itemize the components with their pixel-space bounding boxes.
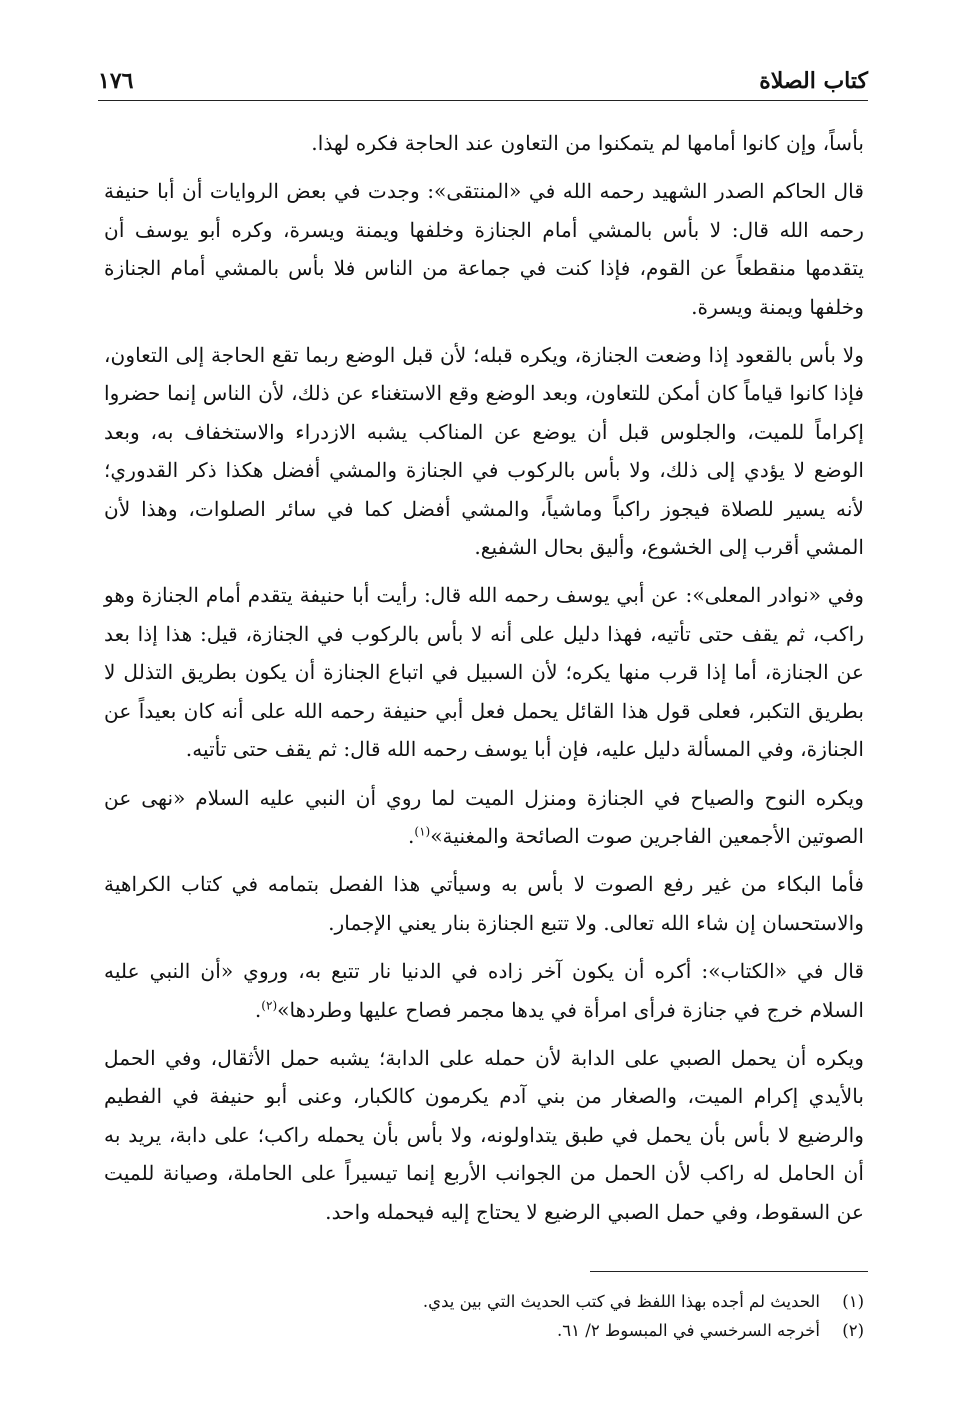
footnote-text: أخرجه السرخسي في المبسوط ٢/ ٦١.: [557, 1321, 820, 1340]
running-title: كتاب الصلاة: [759, 68, 868, 94]
paragraph: قال الحاكم الصدر الشهيد رحمه الله في «المنتقى»: وجدت في بعض الروايات أن أبا حنيفة رحمه الله قال: لا بأس بالمشي أمام الجنازة وخلفها ويمنة ويسرة، وكره أبو يوسف أن يتقدمها منقطعاً عن القوم، فإذا كنت في جماعة من الناس فلا بأس بالمشي أمام الجنازة وخلفها ويمنة ويسرة.: [104, 179, 864, 319]
footnote-divider: [590, 1271, 868, 1272]
footnote-number: (١): [842, 1292, 864, 1311]
footnote-text: الحديث لم أجده بهذا اللفظ في كتب الحديث التي بين يدي.: [422, 1292, 820, 1311]
paragraph: فأما البكاء من غير رفع الصوت لا بأس به وسيأتي هذا الفصل بتمامه في كتاب الكراهية والاستحسان إن شاء الله تعالى. ولا تتبع الجنازة بنار يعني الإجمار.: [104, 872, 864, 935]
paragraph: قال في «الكتاب»: أكره أن يكون آخر زاده في الدنيا نار تتبع به، وروي «أن النبي عليه السلام خرج في جنازة فرأى امرأة في يدها مجمر فصاح عليها وطردها»$^{(٢)}$.: [104, 959, 864, 1022]
paragraph: ويكره أن يحمل الصبي على الدابة لأن حمله على الدابة؛ يشبه حمل الأثقال، وفي الحمل بالأيدي إكرام الميت، والصغار من بني آدم يكرمون كالكبار، وعنى أبو حنيفة في الفطيم والرضيع لا بأس بأن يحمل في طبق يتداولونه، ولا بأس بأن يحمله راكب؛ على دابة، يريد به أن الحامل له راكب لأن الحمل من الجوانب الأربع إنما تيسيراً على الحاملة، وصيانة للميت عن السقوط، وفي حمل الصبي الرضيع لا يحتاج إليه فيحمله واحد.: [104, 1045, 864, 1224]
page-number: ١٧٦: [98, 68, 134, 94]
paragraph: ويكره النوح والصياح في الجنازة ومنزل الميت لما روي أن النبي عليه السلام «نهى عن الصوتين الأجمعين الفاجرين صوت الصائحة والمغنية»$^{(١)}$.: [104, 785, 864, 848]
paragraph: ولا بأس بالقعود إذا وضعت الجنازة، ويكره قبله؛ لأن قبل الوضع ربما تقع الحاجة إلى التعاون، فإذا كانوا قياماً كان أمكن للتعاون، وبعد الوضع وقع الاستغناء عن ذلك، لأن الناس إنما حضروا إكراماً للميت، والجلوس قبل أن يوضع عن المناكب يشبه الازدراء والاستخفاف به، وبعد الوضع لا يؤدي إلى ذلك، ولا بأس بالركوب في الجنازة والمشي أفضل هكذا ذكر القدوري؛ لأنه يسير للصلاة فيجوز راكباً وماشياً، والمشي أفضل كما في سائر الصلوات، وهذا لأن المشي أقرب إلى الخشوع، وأليق بحال الشفيع.: [104, 343, 864, 560]
footnotes: [104, 1287, 864, 1345]
main-text: [104, 124, 864, 1241]
running-header: [98, 58, 868, 101]
paragraph: بأساً، وإن كانوا أمامها لم يتمكنوا من التعاون عند الحاجة فكره لهذا.: [311, 131, 864, 155]
footnote-reference: (١): [414, 824, 431, 839]
footnote-number: (٢): [842, 1321, 864, 1340]
paragraph: وفي «نوادر المعلى»: عن أبي يوسف رحمه الله قال: رأيت أبا حنيفة يتقدم أمام الجنازة وهو راكب، ثم يقف حتى تأتيه، فهذا دليل على أنه لا بأس بالركوب في الجنازة، قيل: هذا إذا بعد عن الجنازة، أما إذا قرب منها يكره؛ لأن السبيل في اتباع الجنازة أن يكون بطريق التذلل لا بطريق التكبر، فعلى قول هذا القائل يحمل فعل أبي حنيفة رحمه الله على أنه كان بعيداً عن الجنازة، وفي المسألة دليل عليه، فإن أبا يوسف رحمه الله قال: ثم يقف حتى تأتيه.: [104, 583, 864, 762]
footnote: [104, 1287, 864, 1316]
footnote-reference: (٢): [261, 997, 278, 1012]
footnote: [104, 1316, 864, 1345]
